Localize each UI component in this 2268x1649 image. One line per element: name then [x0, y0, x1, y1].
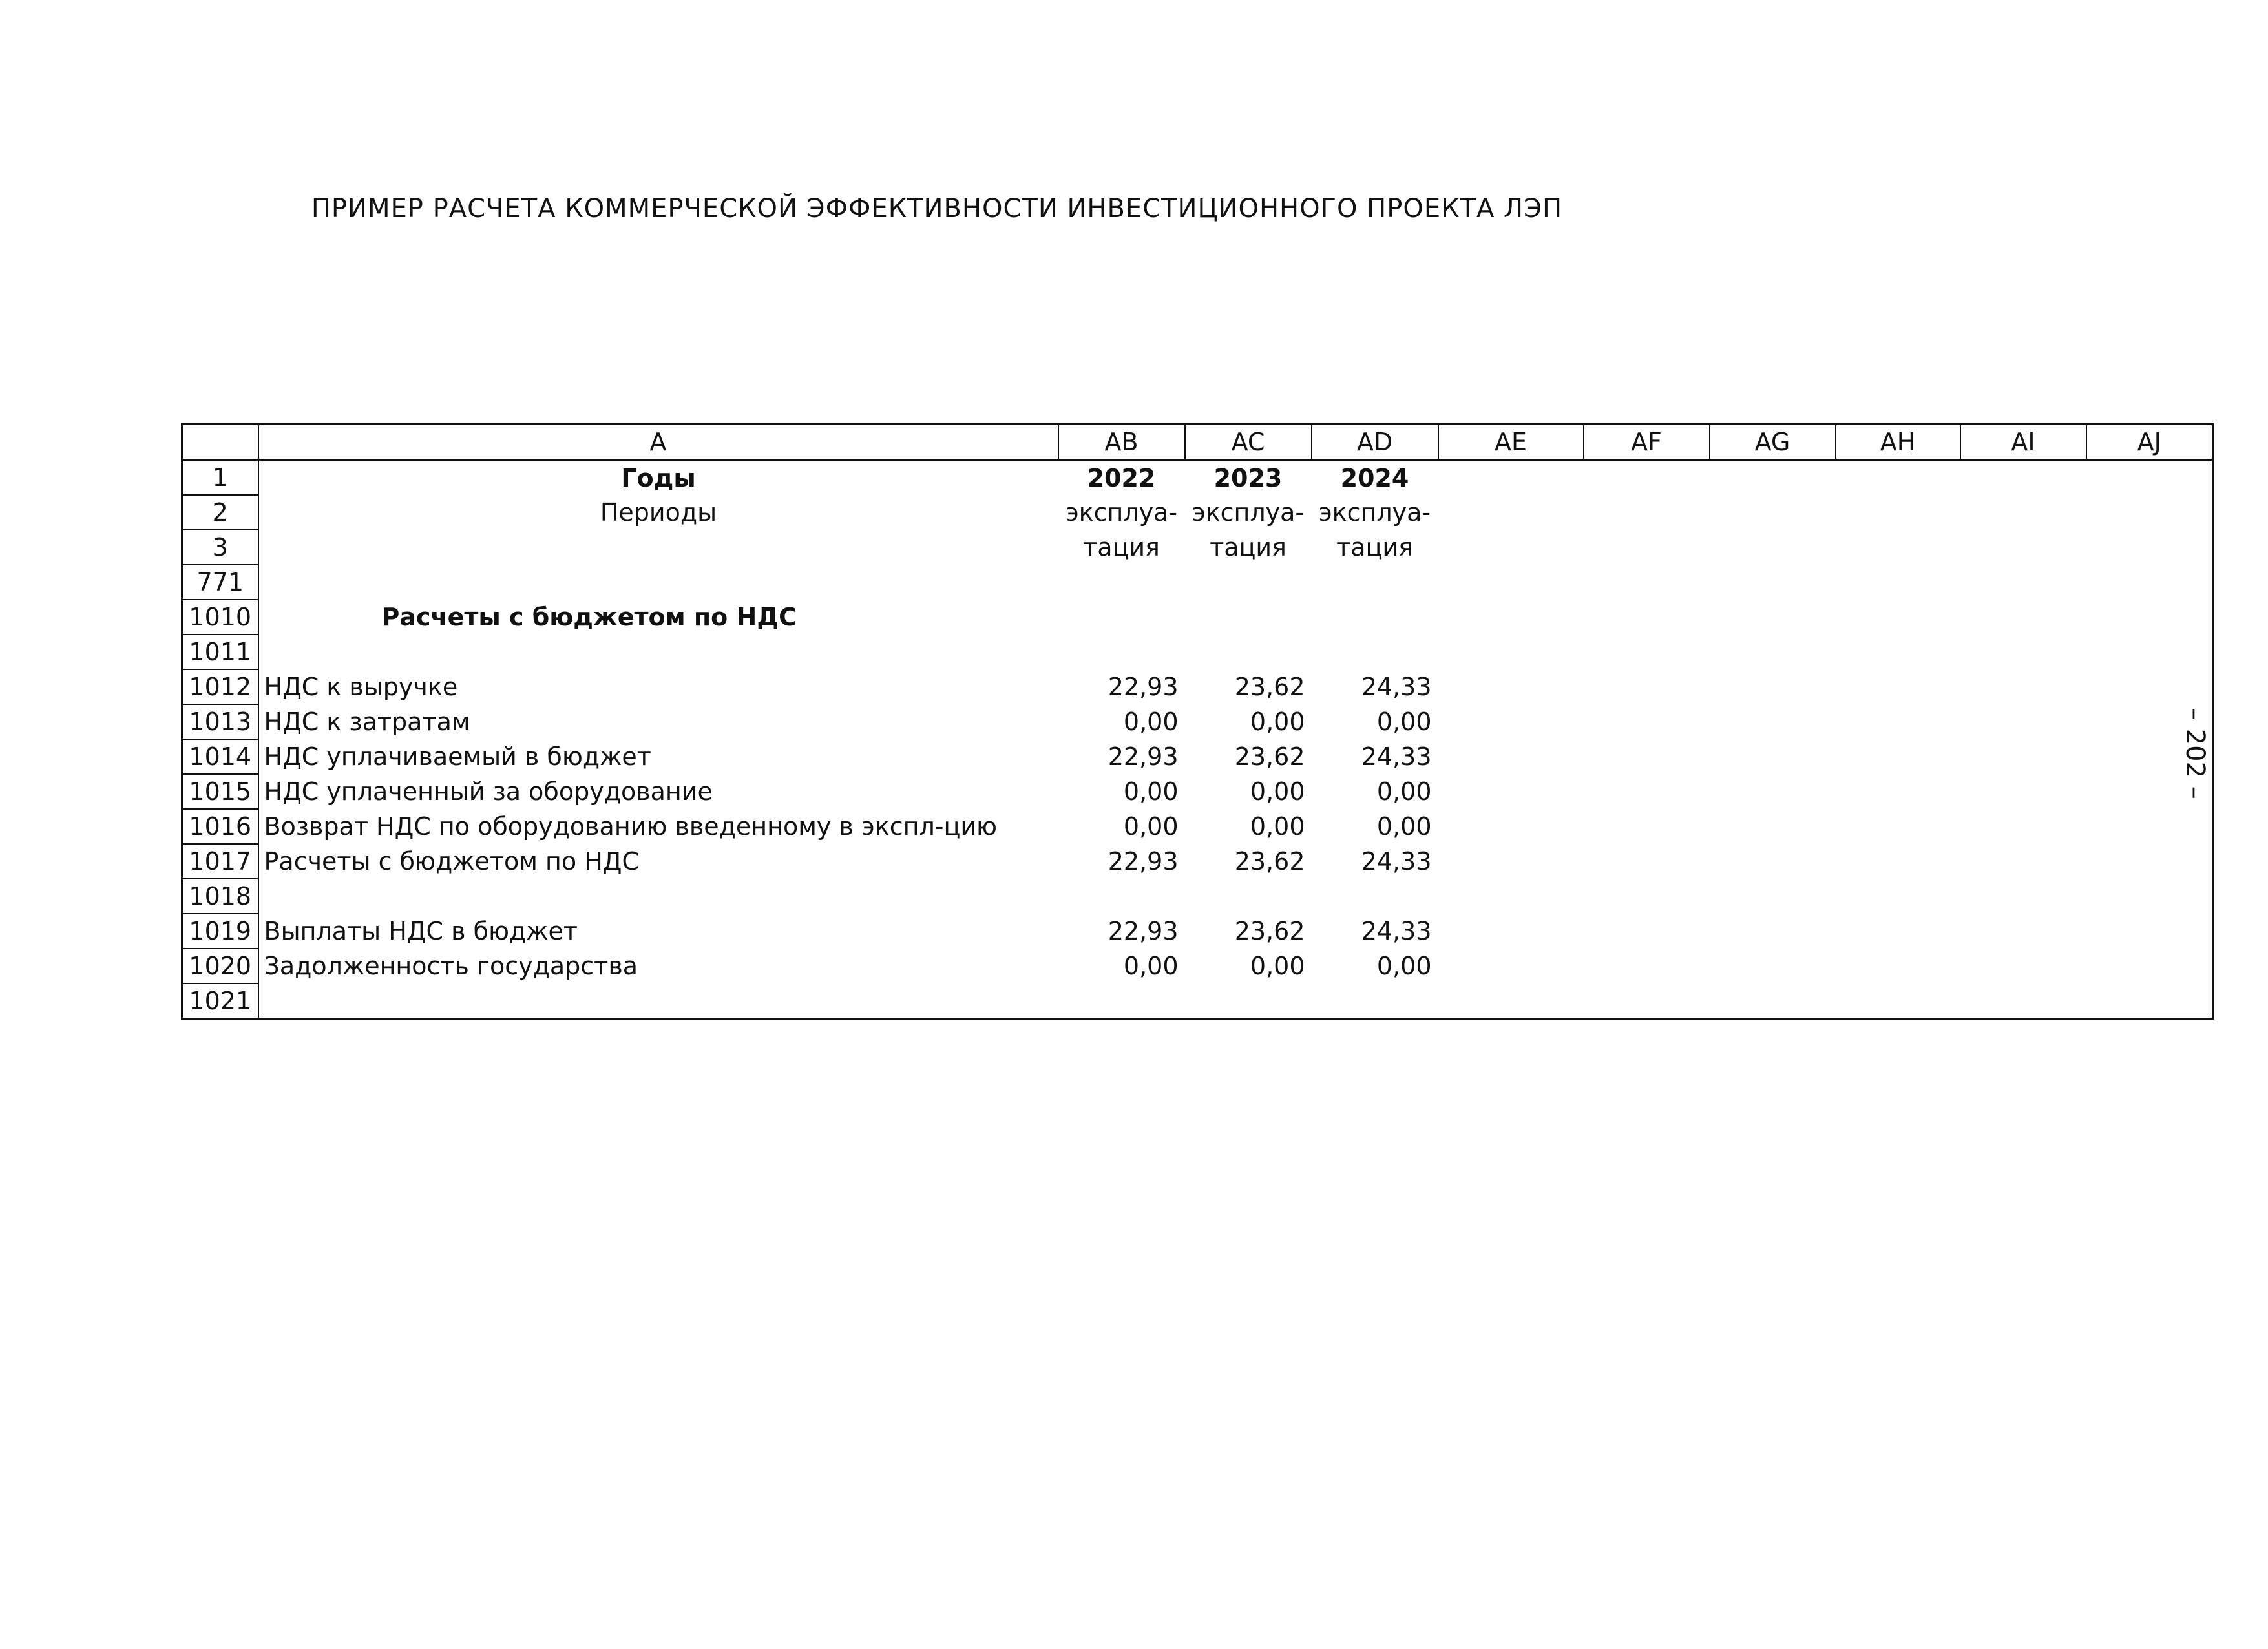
table-row: [182, 914, 2213, 949]
row-number[interactable]: 1010: [182, 600, 258, 635]
empty-cell[interactable]: [1960, 530, 2086, 565]
empty-cell[interactable]: [1438, 809, 1584, 844]
column-header-ai[interactable]: AI: [1960, 425, 2086, 460]
table-row: [182, 495, 2213, 530]
empty-cell[interactable]: [1584, 635, 1710, 669]
row-label[interactable]: НДС уплаченный за оборудование: [264, 777, 713, 806]
empty-cell[interactable]: [1584, 739, 1710, 774]
table-row: [182, 704, 2213, 739]
empty-cell[interactable]: [1584, 704, 1710, 739]
empty-cell[interactable]: [1710, 530, 1836, 565]
empty-cell[interactable]: [1710, 949, 1836, 983]
empty-cell[interactable]: [1438, 565, 1584, 600]
column-header-a[interactable]: A: [258, 425, 1058, 460]
empty-cell[interactable]: [1438, 704, 1584, 739]
value-cell[interactable]: 24,33: [1361, 673, 1432, 701]
empty-cell[interactable]: [1710, 669, 1836, 704]
column-header-ag[interactable]: AG: [1710, 425, 1836, 460]
row-label[interactable]: НДС уплачиваемый в бюджет: [264, 742, 651, 771]
value-cell[interactable]: 22,93: [1108, 847, 1179, 876]
column-header-af[interactable]: AF: [1584, 425, 1710, 460]
empty-cell[interactable]: [1960, 809, 2086, 844]
empty-cell[interactable]: [2086, 565, 2213, 600]
empty-cell[interactable]: [1836, 704, 1960, 739]
row-number[interactable]: 1015: [182, 774, 258, 809]
year-cell[interactable]: 2023: [1213, 463, 1283, 492]
empty-cell[interactable]: [1584, 669, 1710, 704]
value-cell[interactable]: 23,62: [1234, 673, 1305, 701]
empty-cell[interactable]: [1960, 460, 2086, 496]
empty-cell[interactable]: [1438, 495, 1584, 530]
document-title: ПРИМЕР РАСЧЕТА КОММЕРЧЕСКОЙ ЭФФЕКТИВНОСТИ ИНВЕСТИЦИОННОГО ПРОЕКТА ЛЭП: [311, 194, 1563, 224]
value-cell[interactable]: 0,00: [1123, 812, 1179, 841]
row-number[interactable]: 1017: [182, 844, 258, 879]
empty-cell[interactable]: [1710, 774, 1836, 809]
row-number[interactable]: 1012: [182, 669, 258, 704]
empty-cell[interactable]: [1836, 669, 1960, 704]
empty-cell[interactable]: [1438, 844, 1584, 879]
empty-cell[interactable]: [1836, 949, 1960, 983]
empty-cell[interactable]: [1438, 914, 1584, 949]
period-cell[interactable]: тация: [1336, 533, 1413, 562]
empty-cell[interactable]: [1584, 460, 1710, 496]
empty-cell[interactable]: [2086, 739, 2213, 774]
value-cell[interactable]: [1185, 983, 1312, 1019]
value-cell[interactable]: 0,00: [1376, 777, 1432, 806]
empty-cell[interactable]: [1960, 844, 2086, 879]
empty-cell[interactable]: [2086, 669, 2213, 704]
period-cell[interactable]: эксплуа-: [1192, 498, 1305, 527]
empty-cell[interactable]: [1438, 460, 1584, 496]
empty-cell[interactable]: [1584, 949, 1710, 983]
row-label[interactable]: [258, 530, 1058, 565]
empty-cell[interactable]: [1584, 879, 1710, 914]
value-cell[interactable]: 24,33: [1361, 917, 1432, 945]
empty-cell[interactable]: [1710, 565, 1836, 600]
empty-cell[interactable]: [2086, 495, 2213, 530]
section-heading[interactable]: Расчеты с бюджетом по НДС: [381, 603, 797, 631]
empty-cell[interactable]: [1960, 879, 2086, 914]
empty-cell[interactable]: [1438, 669, 1584, 704]
row-label[interactable]: [258, 635, 1058, 669]
row-label[interactable]: Периоды: [600, 498, 717, 527]
corner-cell: [182, 425, 258, 460]
table-row: [182, 844, 2213, 879]
empty-cell[interactable]: [1584, 809, 1710, 844]
empty-cell[interactable]: [2086, 983, 2213, 1019]
table-row: [182, 635, 2213, 669]
empty-cell[interactable]: [2086, 704, 2213, 739]
empty-cell[interactable]: [1438, 635, 1584, 669]
value-cell[interactable]: [1185, 879, 1312, 914]
empty-cell[interactable]: [1960, 739, 2086, 774]
empty-cell[interactable]: [2086, 530, 2213, 565]
empty-cell[interactable]: [1710, 844, 1836, 879]
row-label[interactable]: [258, 565, 1058, 600]
row-number[interactable]: 3: [182, 530, 258, 565]
value-cell[interactable]: [1058, 600, 1185, 635]
value-cell[interactable]: 0,00: [1250, 952, 1305, 980]
empty-cell[interactable]: [1710, 739, 1836, 774]
row-label[interactable]: [258, 983, 1058, 1019]
empty-cell[interactable]: [1584, 983, 1710, 1019]
empty-cell[interactable]: [1836, 739, 1960, 774]
column-header-ah[interactable]: AH: [1836, 425, 1960, 460]
spreadsheet-table: [181, 423, 2214, 1020]
table-row: [182, 809, 2213, 844]
empty-cell[interactable]: [1584, 844, 1710, 879]
value-cell[interactable]: 22,93: [1108, 742, 1179, 771]
empty-cell[interactable]: [1584, 565, 1710, 600]
empty-cell[interactable]: [1836, 495, 1960, 530]
empty-cell[interactable]: [2086, 600, 2213, 635]
value-cell[interactable]: [1312, 879, 1438, 914]
empty-cell[interactable]: [1584, 530, 1710, 565]
empty-cell[interactable]: [1438, 949, 1584, 983]
table-row: [182, 565, 2213, 600]
empty-cell[interactable]: [1960, 983, 2086, 1019]
column-header-ac[interactable]: AC: [1185, 425, 1312, 460]
row-label[interactable]: НДС к выручке: [264, 673, 458, 701]
table-row: [182, 983, 2213, 1019]
row-number[interactable]: 1014: [182, 739, 258, 774]
value-cell[interactable]: 24,33: [1361, 847, 1432, 876]
empty-cell[interactable]: [2086, 774, 2213, 809]
value-cell[interactable]: 0,00: [1376, 812, 1432, 841]
value-cell[interactable]: 0,00: [1123, 952, 1179, 980]
value-cell[interactable]: [1058, 565, 1185, 600]
table-row: [182, 669, 2213, 704]
value-cell[interactable]: 22,93: [1108, 673, 1179, 701]
empty-cell[interactable]: [2086, 635, 2213, 669]
column-header-row: [182, 425, 2213, 460]
empty-cell[interactable]: [1960, 495, 2086, 530]
value-cell[interactable]: 24,33: [1361, 742, 1432, 771]
empty-cell[interactable]: [1438, 774, 1584, 809]
row-number[interactable]: 1020: [182, 949, 258, 983]
empty-cell[interactable]: [1438, 983, 1584, 1019]
row-number[interactable]: 771: [182, 565, 258, 600]
period-cell[interactable]: эксплуа-: [1065, 498, 1178, 527]
value-cell[interactable]: [1312, 600, 1438, 635]
empty-cell[interactable]: [1584, 774, 1710, 809]
value-cell[interactable]: [1058, 635, 1185, 669]
year-cell[interactable]: 2024: [1340, 463, 1409, 492]
value-cell[interactable]: 23,62: [1234, 742, 1305, 771]
period-cell[interactable]: тация: [1083, 533, 1160, 562]
empty-cell[interactable]: [1438, 530, 1584, 565]
empty-cell[interactable]: [1438, 600, 1584, 635]
page-number: – 202 –: [2180, 708, 2210, 799]
row-label[interactable]: Выплаты НДС в бюджет: [264, 917, 578, 945]
value-cell[interactable]: [1185, 565, 1312, 600]
empty-cell[interactable]: [2086, 879, 2213, 914]
row-number[interactable]: 2: [182, 495, 258, 530]
empty-cell[interactable]: [1438, 739, 1584, 774]
empty-cell[interactable]: [1836, 635, 1960, 669]
empty-cell[interactable]: [1960, 774, 2086, 809]
value-cell[interactable]: [1058, 879, 1185, 914]
value-cell[interactable]: 23,62: [1234, 847, 1305, 876]
column-header-ab[interactable]: AB: [1058, 425, 1185, 460]
empty-cell[interactable]: [2086, 949, 2213, 983]
row-number[interactable]: 1: [182, 460, 258, 496]
table-row: [182, 949, 2213, 983]
empty-cell[interactable]: [1960, 704, 2086, 739]
row-number[interactable]: 1011: [182, 635, 258, 669]
table-row: [182, 530, 2213, 565]
value-cell[interactable]: [1185, 600, 1312, 635]
value-cell[interactable]: 0,00: [1250, 708, 1305, 736]
value-cell[interactable]: [1312, 565, 1438, 600]
table-row: [182, 600, 2213, 635]
empty-cell[interactable]: [2086, 460, 2213, 496]
value-cell[interactable]: 0,00: [1123, 777, 1179, 806]
value-cell[interactable]: 0,00: [1123, 708, 1179, 736]
empty-cell[interactable]: [1960, 565, 2086, 600]
table-row: [182, 739, 2213, 774]
value-cell[interactable]: 22,93: [1108, 917, 1179, 945]
empty-cell[interactable]: [1710, 635, 1836, 669]
empty-cell[interactable]: [1710, 914, 1836, 949]
row-label[interactable]: Годы: [621, 463, 696, 492]
period-cell[interactable]: эксплуа-: [1318, 498, 1431, 527]
empty-cell[interactable]: [1710, 600, 1836, 635]
empty-cell[interactable]: [2086, 914, 2213, 949]
row-label[interactable]: НДС к затратам: [264, 708, 470, 736]
empty-cell[interactable]: [1836, 565, 1960, 600]
column-header-ad[interactable]: AD: [1312, 425, 1438, 460]
row-number[interactable]: 1018: [182, 879, 258, 914]
empty-cell[interactable]: [1960, 914, 2086, 949]
value-cell[interactable]: [1058, 983, 1185, 1019]
empty-cell[interactable]: [1710, 983, 1836, 1019]
row-number[interactable]: 1021: [182, 983, 258, 1019]
period-cell[interactable]: тация: [1210, 533, 1286, 562]
empty-cell[interactable]: [1584, 600, 1710, 635]
empty-cell[interactable]: [1836, 914, 1960, 949]
empty-cell[interactable]: [1836, 600, 1960, 635]
value-cell[interactable]: [1312, 635, 1438, 669]
empty-cell[interactable]: [1584, 495, 1710, 530]
value-cell[interactable]: 23,62: [1234, 917, 1305, 945]
value-cell[interactable]: [1185, 635, 1312, 669]
empty-cell[interactable]: [1438, 879, 1584, 914]
empty-cell[interactable]: [1836, 530, 1960, 565]
empty-cell[interactable]: [1836, 879, 1960, 914]
empty-cell[interactable]: [1960, 949, 2086, 983]
year-cell[interactable]: 2022: [1087, 463, 1156, 492]
value-cell[interactable]: 0,00: [1250, 777, 1305, 806]
empty-cell[interactable]: [1836, 460, 1960, 496]
empty-cell[interactable]: [1836, 844, 1960, 879]
value-cell[interactable]: 0,00: [1250, 812, 1305, 841]
empty-cell[interactable]: [1960, 600, 2086, 635]
empty-cell[interactable]: [1710, 704, 1836, 739]
empty-cell[interactable]: [1960, 635, 2086, 669]
value-cell[interactable]: [1312, 983, 1438, 1019]
empty-cell[interactable]: [1584, 914, 1710, 949]
row-label[interactable]: Расчеты с бюджетом по НДС: [264, 847, 640, 876]
row-label[interactable]: Задолженность государства: [264, 952, 638, 980]
column-header-aj[interactable]: AJ: [2086, 425, 2213, 460]
empty-cell[interactable]: [1710, 460, 1836, 496]
empty-cell[interactable]: [1710, 809, 1836, 844]
row-number[interactable]: 1019: [182, 914, 258, 949]
table-row: [182, 879, 2213, 914]
row-number[interactable]: 1013: [182, 704, 258, 739]
empty-cell[interactable]: [1836, 983, 1960, 1019]
column-header-ae[interactable]: AE: [1438, 425, 1584, 460]
empty-cell[interactable]: [2086, 809, 2213, 844]
empty-cell[interactable]: [1836, 774, 1960, 809]
empty-cell[interactable]: [1710, 879, 1836, 914]
row-label[interactable]: Возврат НДС по оборудованию введенному в экспл-цию: [264, 812, 998, 841]
empty-cell[interactable]: [2086, 844, 2213, 879]
empty-cell[interactable]: [1836, 809, 1960, 844]
value-cell[interactable]: 0,00: [1376, 708, 1432, 736]
empty-cell[interactable]: [1960, 669, 2086, 704]
row-number[interactable]: 1016: [182, 809, 258, 844]
table-row: [182, 774, 2213, 809]
empty-cell[interactable]: [1710, 495, 1836, 530]
table-row: [182, 460, 2213, 496]
row-label[interactable]: [258, 879, 1058, 914]
value-cell[interactable]: 0,00: [1376, 952, 1432, 980]
